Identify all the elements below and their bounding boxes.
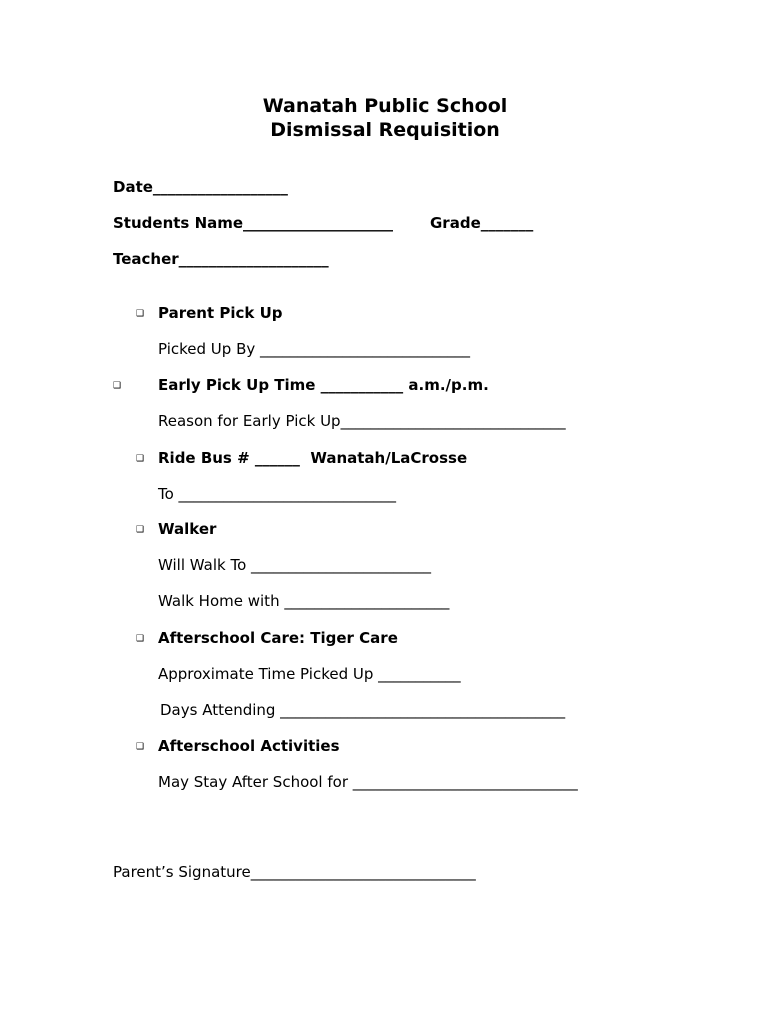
will-walk-to-field[interactable]: Will Walk To ________________________ bbox=[158, 556, 432, 574]
early-pickup-checkbox[interactable]: ❑ bbox=[113, 381, 122, 391]
afterschool-care-label: Afterschool Care: Tiger Care bbox=[158, 629, 398, 647]
walker-checkbox[interactable]: ❑ bbox=[136, 525, 145, 535]
ride-bus-field[interactable]: Ride Bus # ______ Wanatah/LaCrosse bbox=[158, 449, 468, 467]
parent-pickup-label: Parent Pick Up bbox=[158, 304, 283, 322]
walker-label: Walker bbox=[158, 520, 217, 538]
afterschool-activities-label: Afterschool Activities bbox=[158, 737, 340, 755]
parent-signature-field[interactable]: Parent’s Signature______________________________ bbox=[113, 863, 476, 881]
date-field[interactable]: Date__________________ bbox=[113, 178, 288, 196]
days-attending-field[interactable]: Days Attending ______________________________________ bbox=[160, 701, 566, 719]
may-stay-field[interactable]: May Stay After School for ______________________________ bbox=[158, 773, 578, 791]
form-subtitle: Dismissal Requisition bbox=[270, 119, 500, 141]
form-title: Wanatah Public School bbox=[262, 95, 508, 117]
parent-pickup-checkbox[interactable]: ❑ bbox=[136, 309, 145, 319]
early-pickup-reason-field[interactable]: Reason for Early Pick Up______________________________ bbox=[158, 412, 566, 430]
grade-field[interactable]: Grade_______ bbox=[430, 214, 534, 232]
early-pickup-time-field[interactable]: Early Pick Up Time ___________ a.m./p.m. bbox=[158, 376, 489, 394]
picked-up-by-field[interactable]: Picked Up By ____________________________ bbox=[158, 340, 471, 358]
approx-time-field[interactable]: Approximate Time Picked Up ___________ bbox=[158, 665, 461, 683]
walk-home-with-field[interactable]: Walk Home with ______________________ bbox=[158, 592, 450, 610]
afterschool-activities-checkbox[interactable]: ❑ bbox=[136, 742, 145, 752]
students-name-field[interactable]: Students Name____________________ bbox=[113, 214, 394, 232]
afterschool-care-checkbox[interactable]: ❑ bbox=[136, 634, 145, 644]
bus-destination-field[interactable]: To _____________________________ bbox=[158, 485, 397, 503]
ride-bus-checkbox[interactable]: ❑ bbox=[136, 454, 145, 464]
teacher-field[interactable]: Teacher____________________ bbox=[113, 250, 329, 268]
